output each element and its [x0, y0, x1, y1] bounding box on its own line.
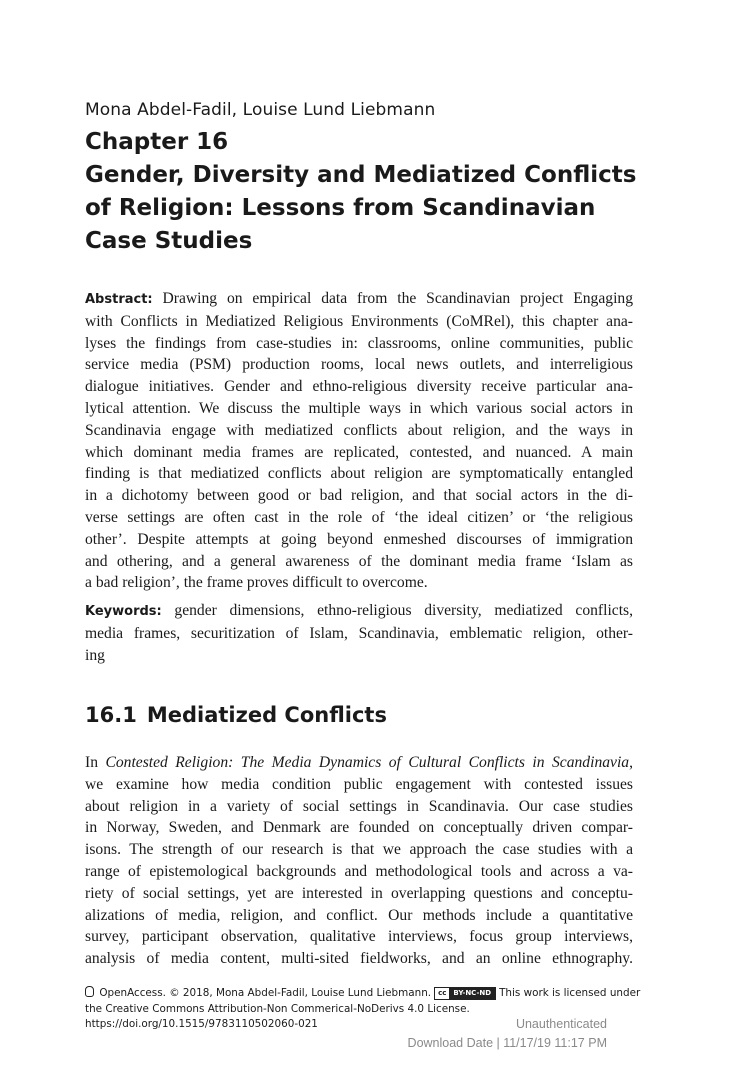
abstract-label: Abstract: [85, 292, 153, 307]
abstract-line: which dominant media frames are replicated, contested, and nuanced. A main [85, 443, 633, 461]
body-line: isons. The strength of our research is that we approach the case studies with a [85, 841, 633, 859]
body-line: analysis of media content, multi-sited fieldworks, and an online ethnography. [85, 950, 633, 968]
copyright-text: OpenAccess. © 2018, Mona Abdel-Fadil, Louise Lund Liebmann. [99, 987, 432, 999]
title-line: Case Studies [85, 228, 253, 254]
chapter-title [85, 159, 645, 258]
keywords-line [85, 600, 633, 623]
abstract-line: other’. Despite attempts at going beyond enmeshed discourses of immigration [85, 530, 633, 548]
footer-line [85, 986, 645, 1002]
abstract-text: Drawing on empirical data from the Scandinavian project Engaging [162, 290, 633, 307]
body-line: alizations of media, religion, and conflict. Our methods include a quantitative [85, 906, 633, 924]
body-line: riety of social settings, yet are interested in overlapping questions and conceptu- [85, 884, 633, 902]
title-line: of Religion: Lessons from Scandinavian [85, 195, 596, 221]
abstract-line: lytical attention. We discuss the multiple ways in which various social actors in [85, 399, 633, 417]
keywords-label: Keywords: [85, 604, 162, 619]
chapter-number: Chapter 16 [85, 129, 229, 155]
cc-badge-mark: cc [435, 988, 449, 999]
abstract-line: service media (PSM) production rooms, local news outlets, and interreligious [85, 356, 633, 374]
section-title: Mediatized Conflicts [146, 703, 387, 727]
body-line [85, 752, 633, 774]
abstract-line: and othering, and a general awareness of the dominant media frame ‘Islam as [85, 552, 633, 570]
footer-line: the Creative Commons Attribution-Non Commerical-NoDerivs 4.0 License. [85, 1002, 470, 1015]
abstract-line: Scandinavia engage with mediatized conflicts about religion, and the ways in [85, 421, 633, 439]
abstract-line: in a dichotomy between good or bad religion, and that social actors in the di- [85, 487, 633, 505]
cc-license-badge-icon [434, 987, 496, 1000]
abstract-line: lyses the findings from case-studies in: classrooms, online communities, public [85, 334, 633, 352]
abstract-line: a bad religion’, the frame proves difficult to overcome. [85, 574, 428, 592]
book-title: Contested Religion: The Media Dynamics of Cultural Conflicts in Scandinavia [105, 754, 630, 771]
body-prefix: In [85, 754, 106, 771]
abstract-line: with Conflicts in Mediatized Religious Environments (CoMRel), this chapter ana- [85, 312, 633, 330]
abstract-line: finding is that mediatized conflicts about religion are symptomatically entangled [85, 465, 633, 483]
body-suffix: , [629, 754, 633, 771]
body-line: about religion in a variety of social settings in Scandinavia. Our case studies [85, 797, 633, 815]
watermark-line: Download Date | 11/17/19 11:17 PM [407, 1036, 607, 1050]
watermark-line: Unauthenticated [515, 1017, 607, 1031]
body-line: range of epistemological backgrounds and methodological tools and across a va- [85, 862, 633, 880]
section-number: 16.1 [85, 703, 137, 727]
body-line: in Norway, Sweden, and Denmark are founded on conceptually driven compar- [85, 819, 633, 837]
open-access-icon [85, 986, 94, 997]
body-line: we examine how media condition public engagement with contested issues [85, 775, 633, 793]
abstract-line [85, 288, 633, 311]
keywords-text: gender dimensions, ethno-religious diversity, mediatized conflicts, [174, 602, 633, 619]
cc-badge-text: BY-NC-ND [449, 988, 495, 999]
download-watermark [408, 1015, 607, 1053]
body-line: survey, participant observation, qualitative interviews, focus group interviews, [85, 928, 633, 946]
abstract [85, 288, 633, 594]
abstract-line: verse settings are often cast in the role of ‘the ideal citizen’ or ‘the religious [85, 508, 633, 526]
keywords-line: media frames, securitization of Islam, Scandinavia, emblematic religion, other- [85, 624, 633, 642]
title-line: Gender, Diversity and Mediatized Conflicts [85, 162, 637, 188]
section-heading [85, 703, 387, 727]
body-paragraph [85, 752, 633, 970]
keywords-line: ing [85, 646, 105, 664]
license-text: This work is licensed under [499, 987, 641, 999]
keywords [85, 600, 633, 666]
doi-link[interactable]: https://doi.org/10.1515/9783110502060-021 [85, 1018, 318, 1030]
authors: Mona Abdel-Fadil, Louise Lund Liebmann [85, 100, 436, 120]
abstract-line: dialogue initiatives. Gender and ethno-religious diversity receive particular ana- [85, 378, 633, 396]
